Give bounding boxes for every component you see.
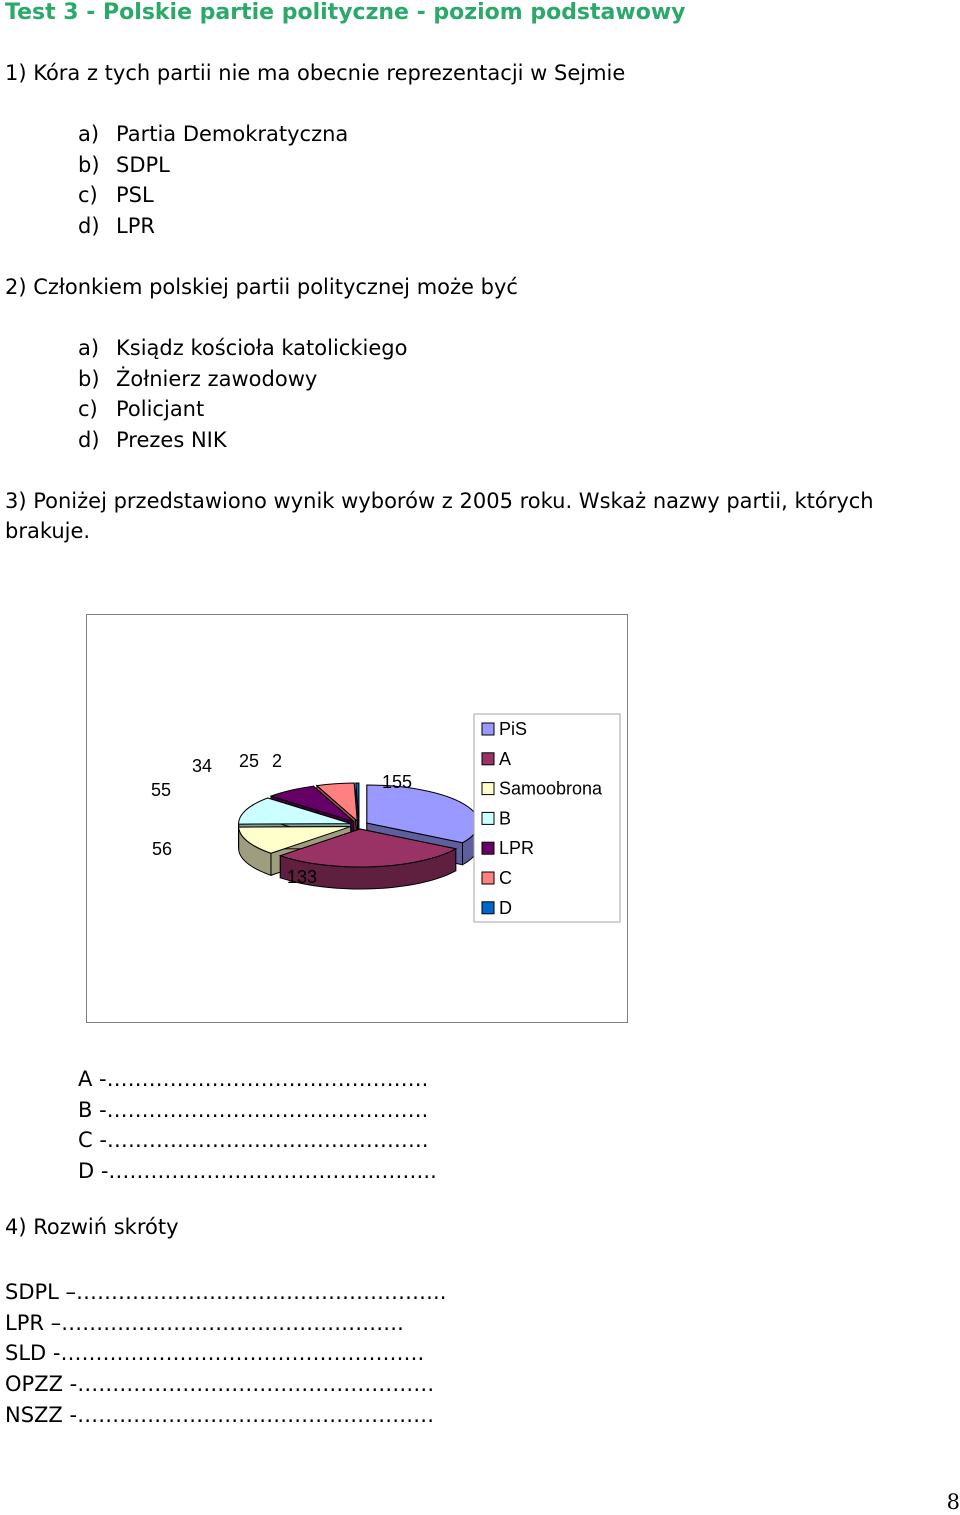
legend-label: LPR: [499, 838, 535, 859]
legend-label: D: [499, 897, 512, 918]
answer-d: D -………………………………………..: [78, 1158, 437, 1183]
pie-chart-canvas: [87, 615, 627, 1022]
data-label: 2: [271, 751, 283, 771]
data-label: 34: [191, 756, 213, 776]
legend-label: B: [499, 808, 512, 829]
answer-c: C -……………………………………….: [78, 1128, 429, 1152]
abbr-sld: SLD -…………………………………………….: [5, 1341, 425, 1366]
legend-label: PiS: [499, 719, 528, 739]
data-label: 56: [151, 839, 173, 859]
election-pie-chart: [86, 614, 628, 1023]
abbr-opzz: OPZZ -……………………………………………: [5, 1372, 435, 1397]
question-4: 4) Rozwiń skróty: [5, 1215, 179, 1239]
answer-lines: [78, 1064, 437, 1186]
legend-swatch: [482, 723, 494, 735]
abbr-nszz: NSZZ -……………………………………………: [5, 1402, 435, 1427]
legend-swatch: [482, 902, 494, 914]
question-3: 3) Poniżej przedstawiono wynik wyborów z 2005 roku. Wskaż nazwy partii, których brakuje.: [5, 489, 874, 543]
legend-box: [474, 714, 620, 922]
abbr-lpr: LPR –………………………………………….: [5, 1310, 404, 1335]
question-1-options: [78, 119, 348, 242]
page-number: 8: [946, 1490, 960, 1514]
data-label: 55: [150, 780, 172, 800]
abbr-sdpl: SDPL –……………………………………………..: [5, 1280, 447, 1304]
legend-swatch: [482, 872, 494, 884]
legend-swatch: [482, 842, 494, 854]
option-1d: d) LPR: [78, 214, 155, 239]
option-2d: d) Prezes NIK: [78, 428, 227, 453]
data-label: 25: [238, 751, 260, 771]
question-2: 2) Członkiem polskiej partii politycznej może być: [5, 275, 518, 299]
question-1: 1) Kóra z tych partii nie ma obecnie reprezentacji w Sejmie: [5, 61, 626, 85]
legend-label: Samoobrona: [499, 778, 603, 799]
option-2b: b) Żołnierz zawodowy: [78, 366, 318, 391]
option-1a: a) Partia Demokratyczna: [78, 122, 349, 146]
question-2-options: [78, 333, 407, 456]
data-label: 133: [286, 867, 318, 887]
answer-b: B -……………………………………….: [78, 1097, 429, 1122]
legend-swatch: [482, 753, 494, 765]
page-title: Test 3 - Polskie partie polityczne - poziom podstawowy: [5, 0, 686, 25]
option-1b: b) SDPL: [78, 152, 170, 177]
answer-a: A -……………………………………….: [78, 1067, 429, 1091]
option-2c: c) Policjant: [78, 397, 205, 422]
legend-swatch: [482, 783, 494, 795]
data-label: 155: [381, 772, 413, 792]
chart-legend: [474, 714, 620, 922]
option-2a: a) Ksiądz kościoła katolickiego: [78, 336, 408, 360]
option-1c: c) PSL: [78, 183, 154, 208]
abbreviation-lines: [5, 1277, 446, 1431]
legend-swatch: [482, 812, 494, 824]
legend-label: A: [499, 748, 512, 769]
legend-label: C: [499, 868, 512, 888]
